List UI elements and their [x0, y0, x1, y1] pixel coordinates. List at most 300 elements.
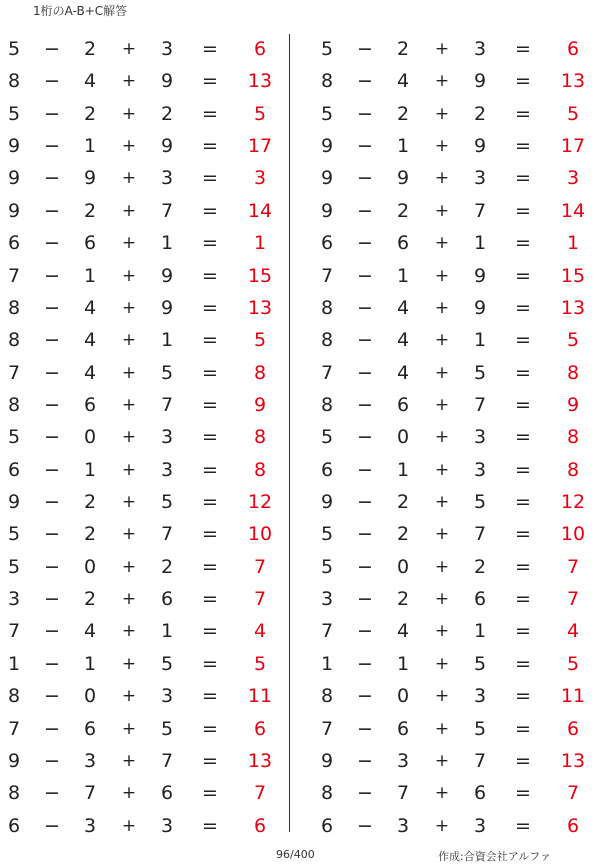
minus-sign: − [357, 491, 373, 514]
operand-c: 3 [473, 685, 487, 708]
plus-sign: + [434, 492, 450, 513]
operand-a: 9 [7, 135, 21, 158]
problem-row-left [0, 195, 280, 227]
plus-sign: + [434, 168, 450, 189]
operand-a: 3 [320, 588, 334, 611]
plus-sign: + [121, 362, 137, 383]
plus-sign: + [434, 686, 450, 707]
problem-row-left [0, 162, 280, 194]
author-credit: 作成:合資会社アルファ [438, 850, 552, 863]
equals-sign: = [515, 38, 531, 60]
operand-c: 3 [473, 458, 487, 481]
equals-sign: = [202, 329, 218, 352]
equals-sign: = [202, 814, 218, 837]
plus-sign: + [121, 394, 137, 415]
operand-a: 8 [320, 685, 334, 708]
answer: 12 [247, 491, 273, 514]
minus-sign: − [357, 38, 373, 60]
operand-b: 6 [83, 717, 97, 740]
operand-a: 7 [7, 620, 21, 643]
minus-sign: − [44, 264, 60, 287]
operand-c: 7 [160, 199, 174, 222]
operand-a: 8 [320, 329, 334, 352]
answer: 13 [560, 70, 586, 93]
equals-sign: = [515, 782, 531, 805]
minus-sign: − [357, 361, 373, 384]
minus-sign: − [44, 296, 60, 319]
answer: 5 [253, 329, 267, 352]
problem-row-right [313, 65, 593, 97]
operand-c: 7 [473, 199, 487, 222]
answer: 7 [566, 555, 580, 578]
operand-b: 3 [396, 814, 410, 837]
operand-b: 2 [396, 491, 410, 514]
plus-sign: + [121, 265, 137, 286]
operand-a: 8 [320, 296, 334, 319]
answer: 8 [566, 361, 580, 384]
operand-a: 5 [7, 555, 21, 578]
equals-sign: = [202, 167, 218, 190]
minus-sign: − [357, 264, 373, 287]
problem-row-right [313, 357, 593, 389]
plus-sign: + [121, 233, 137, 254]
plus-sign: + [434, 427, 450, 448]
answer: 9 [566, 393, 580, 416]
equals-sign: = [202, 393, 218, 416]
plus-sign: + [121, 718, 137, 739]
equals-sign: = [202, 426, 218, 449]
minus-sign: − [357, 426, 373, 449]
equals-sign: = [202, 135, 218, 158]
equals-sign: = [202, 458, 218, 481]
operand-c: 6 [160, 782, 174, 805]
operand-a: 8 [7, 329, 21, 352]
minus-sign: − [44, 232, 60, 255]
answer: 9 [253, 393, 267, 416]
equals-sign: = [202, 199, 218, 222]
answer: 3 [253, 167, 267, 190]
answer: 7 [253, 588, 267, 611]
plus-sign: + [434, 39, 450, 59]
operand-c: 9 [160, 296, 174, 319]
equals-sign: = [202, 232, 218, 255]
equals-sign: = [515, 749, 531, 772]
problem-row-left [0, 680, 280, 712]
operand-c: 2 [473, 102, 487, 125]
problem-row-left [0, 583, 280, 615]
problem-row-left [0, 357, 280, 389]
plus-sign: + [434, 265, 450, 286]
problem-row-left [0, 454, 280, 486]
plus-sign: + [434, 459, 450, 480]
operand-a: 9 [320, 491, 334, 514]
operand-b: 6 [396, 717, 410, 740]
answer: 13 [247, 749, 273, 772]
operand-c: 9 [160, 135, 174, 158]
plus-sign: + [434, 621, 450, 642]
plus-sign: + [121, 200, 137, 221]
operand-b: 0 [83, 685, 97, 708]
operand-c: 2 [160, 102, 174, 125]
operand-c: 9 [473, 70, 487, 93]
problem-row-left [0, 389, 280, 421]
minus-sign: − [44, 555, 60, 578]
minus-sign: − [44, 102, 60, 125]
operand-b: 1 [396, 652, 410, 675]
minus-sign: − [44, 717, 60, 740]
operand-c: 5 [160, 491, 174, 514]
problem-row-right [313, 486, 593, 518]
plus-sign: + [121, 653, 137, 674]
problem-row-left [0, 324, 280, 356]
equals-sign: = [515, 102, 531, 125]
operand-b: 2 [396, 199, 410, 222]
operand-c: 6 [473, 782, 487, 805]
answer: 1 [566, 232, 580, 255]
plus-sign: + [121, 136, 137, 157]
problem-row-left [0, 65, 280, 97]
equals-sign: = [515, 555, 531, 578]
plus-sign: + [121, 459, 137, 480]
answer: 8 [253, 426, 267, 449]
plus-sign: + [434, 718, 450, 739]
answer: 11 [560, 685, 586, 708]
plus-sign: + [121, 783, 137, 804]
minus-sign: − [357, 458, 373, 481]
problem-row-right [313, 713, 593, 745]
operand-c: 7 [473, 523, 487, 546]
operand-b: 4 [83, 70, 97, 93]
operand-c: 3 [160, 426, 174, 449]
plus-sign: + [121, 39, 137, 59]
problem-row-right [313, 33, 593, 65]
answer: 8 [566, 426, 580, 449]
minus-sign: − [357, 652, 373, 675]
problem-row-right [313, 324, 593, 356]
operand-b: 2 [83, 199, 97, 222]
equals-sign: = [202, 749, 218, 772]
answer: 4 [566, 620, 580, 643]
equals-sign: = [202, 296, 218, 319]
operand-a: 6 [320, 458, 334, 481]
operand-b: 1 [396, 458, 410, 481]
answer: 7 [253, 555, 267, 578]
equals-sign: = [202, 38, 218, 60]
minus-sign: − [44, 167, 60, 190]
minus-sign: − [44, 685, 60, 708]
operand-a: 5 [7, 426, 21, 449]
minus-sign: − [44, 70, 60, 93]
problem-row-right [313, 130, 593, 162]
answer: 15 [560, 264, 586, 287]
problem-row-right [313, 648, 593, 680]
equals-sign: = [515, 588, 531, 611]
plus-sign: + [121, 330, 137, 351]
equals-sign: = [515, 296, 531, 319]
minus-sign: − [44, 620, 60, 643]
operand-b: 2 [83, 38, 97, 60]
problem-row-left [0, 33, 280, 65]
minus-sign: − [357, 329, 373, 352]
operand-a: 8 [7, 70, 21, 93]
plus-sign: + [121, 168, 137, 189]
problem-column-left [0, 33, 280, 842]
operand-a: 5 [320, 555, 334, 578]
minus-sign: − [357, 620, 373, 643]
operand-c: 7 [160, 749, 174, 772]
answer: 6 [566, 717, 580, 740]
operand-b: 6 [396, 393, 410, 416]
operand-b: 2 [83, 523, 97, 546]
worksheet-title: 1桁のA-B+C解答 [33, 4, 128, 18]
equals-sign: = [515, 523, 531, 546]
equals-sign: = [515, 717, 531, 740]
operand-a: 5 [320, 426, 334, 449]
answer: 1 [253, 232, 267, 255]
answer: 10 [560, 523, 586, 546]
operand-a: 9 [7, 491, 21, 514]
operand-a: 7 [320, 620, 334, 643]
problem-row-left [0, 648, 280, 680]
equals-sign: = [202, 70, 218, 93]
operand-b: 4 [396, 361, 410, 384]
plus-sign: + [121, 621, 137, 642]
operand-b: 3 [83, 814, 97, 837]
operand-a: 9 [7, 167, 21, 190]
operand-a: 5 [7, 523, 21, 546]
equals-sign: = [515, 232, 531, 255]
operand-a: 6 [320, 232, 334, 255]
answer: 6 [566, 38, 580, 60]
equals-sign: = [202, 782, 218, 805]
minus-sign: − [44, 749, 60, 772]
operand-b: 2 [83, 491, 97, 514]
equals-sign: = [515, 814, 531, 837]
equals-sign: = [515, 620, 531, 643]
equals-sign: = [515, 167, 531, 190]
minus-sign: − [44, 523, 60, 546]
operand-b: 3 [396, 749, 410, 772]
operand-a: 5 [320, 38, 334, 60]
problem-row-right [313, 195, 593, 227]
minus-sign: − [357, 296, 373, 319]
plus-sign: + [434, 589, 450, 610]
operand-c: 3 [473, 167, 487, 190]
operand-b: 1 [83, 652, 97, 675]
operand-c: 3 [160, 685, 174, 708]
minus-sign: − [357, 199, 373, 222]
plus-sign: + [121, 71, 137, 92]
plus-sign: + [121, 427, 137, 448]
operand-a: 6 [320, 814, 334, 837]
operand-b: 0 [83, 426, 97, 449]
operand-a: 7 [320, 264, 334, 287]
minus-sign: − [44, 135, 60, 158]
operand-c: 7 [473, 749, 487, 772]
answer: 5 [566, 329, 580, 352]
problem-row-right [313, 389, 593, 421]
equals-sign: = [515, 264, 531, 287]
problem-row-right [313, 227, 593, 259]
operand-b: 6 [83, 232, 97, 255]
column-divider [289, 34, 290, 832]
operand-b: 4 [396, 296, 410, 319]
answer: 13 [247, 296, 273, 319]
operand-c: 3 [160, 814, 174, 837]
equals-sign: = [515, 426, 531, 449]
operand-a: 3 [7, 588, 21, 611]
plus-sign: + [434, 297, 450, 318]
problem-row-right [313, 551, 593, 583]
equals-sign: = [202, 555, 218, 578]
operand-b: 4 [396, 70, 410, 93]
operand-c: 3 [160, 458, 174, 481]
operand-c: 5 [160, 652, 174, 675]
minus-sign: − [44, 426, 60, 449]
equals-sign: = [202, 361, 218, 384]
equals-sign: = [202, 102, 218, 125]
minus-sign: − [44, 199, 60, 222]
minus-sign: − [357, 814, 373, 837]
operand-a: 8 [7, 393, 21, 416]
answer: 13 [247, 70, 273, 93]
plus-sign: + [121, 297, 137, 318]
operand-b: 6 [83, 393, 97, 416]
plus-sign: + [121, 524, 137, 545]
problem-row-right [313, 162, 593, 194]
plus-sign: + [434, 233, 450, 254]
answer: 7 [566, 782, 580, 805]
operand-a: 5 [320, 523, 334, 546]
minus-sign: − [357, 167, 373, 190]
operand-b: 2 [83, 588, 97, 611]
page-number: 96/400 [276, 848, 315, 861]
operand-c: 1 [160, 329, 174, 352]
operand-b: 7 [396, 782, 410, 805]
problem-row-right [313, 98, 593, 130]
plus-sign: + [434, 653, 450, 674]
operand-b: 3 [83, 749, 97, 772]
problem-row-right [313, 615, 593, 647]
plus-sign: + [434, 394, 450, 415]
minus-sign: − [357, 393, 373, 416]
minus-sign: − [44, 652, 60, 675]
problem-row-left [0, 713, 280, 745]
problem-row-left [0, 615, 280, 647]
operand-b: 6 [396, 232, 410, 255]
operand-b: 0 [83, 555, 97, 578]
problem-row-right [313, 680, 593, 712]
operand-b: 4 [396, 329, 410, 352]
plus-sign: + [434, 815, 450, 836]
operand-c: 1 [160, 232, 174, 255]
operand-a: 9 [320, 199, 334, 222]
answer: 17 [247, 135, 273, 158]
operand-a: 8 [7, 685, 21, 708]
plus-sign: + [121, 686, 137, 707]
problem-row-left [0, 777, 280, 809]
answer: 5 [253, 652, 267, 675]
operand-b: 2 [83, 102, 97, 125]
operand-a: 9 [7, 199, 21, 222]
minus-sign: − [357, 782, 373, 805]
operand-c: 2 [160, 555, 174, 578]
operand-a: 5 [320, 102, 334, 125]
plus-sign: + [434, 136, 450, 157]
minus-sign: − [357, 523, 373, 546]
operand-a: 9 [320, 749, 334, 772]
operand-c: 2 [473, 555, 487, 578]
minus-sign: − [44, 458, 60, 481]
minus-sign: − [44, 782, 60, 805]
answer: 6 [253, 717, 267, 740]
problem-row-right [313, 518, 593, 550]
minus-sign: − [357, 717, 373, 740]
problem-row-right [313, 777, 593, 809]
plus-sign: + [121, 589, 137, 610]
answer: 7 [566, 588, 580, 611]
operand-c: 3 [473, 426, 487, 449]
operand-a: 1 [320, 652, 334, 675]
problem-row-left [0, 810, 280, 842]
operand-b: 9 [396, 167, 410, 190]
minus-sign: − [44, 814, 60, 837]
equals-sign: = [515, 685, 531, 708]
plus-sign: + [121, 492, 137, 513]
problem-row-right [313, 292, 593, 324]
answer: 10 [247, 523, 273, 546]
operand-c: 3 [473, 814, 487, 837]
operand-b: 4 [396, 620, 410, 643]
operand-a: 7 [7, 717, 21, 740]
operand-c: 6 [160, 588, 174, 611]
plus-sign: + [434, 330, 450, 351]
operand-b: 1 [396, 264, 410, 287]
operand-c: 5 [160, 361, 174, 384]
minus-sign: − [357, 685, 373, 708]
operand-b: 1 [83, 264, 97, 287]
equals-sign: = [515, 393, 531, 416]
problem-row-left [0, 745, 280, 777]
answer: 6 [253, 38, 267, 60]
operand-c: 5 [473, 491, 487, 514]
answer: 5 [566, 102, 580, 125]
equals-sign: = [202, 620, 218, 643]
equals-sign: = [515, 652, 531, 675]
equals-sign: = [202, 685, 218, 708]
operand-c: 3 [160, 38, 174, 60]
operand-b: 9 [83, 167, 97, 190]
plus-sign: + [434, 71, 450, 92]
problem-row-right [313, 260, 593, 292]
operand-c: 7 [160, 523, 174, 546]
operand-b: 0 [396, 555, 410, 578]
operand-a: 5 [7, 102, 21, 125]
operand-c: 5 [473, 717, 487, 740]
plus-sign: + [434, 200, 450, 221]
problem-column-right [313, 33, 593, 842]
operand-b: 4 [83, 329, 97, 352]
answer: 14 [247, 199, 273, 222]
equals-sign: = [202, 717, 218, 740]
operand-c: 7 [473, 393, 487, 416]
equals-sign: = [515, 329, 531, 352]
operand-c: 9 [473, 135, 487, 158]
answer: 5 [253, 102, 267, 125]
minus-sign: − [44, 393, 60, 416]
problem-row-left [0, 421, 280, 453]
equals-sign: = [515, 491, 531, 514]
